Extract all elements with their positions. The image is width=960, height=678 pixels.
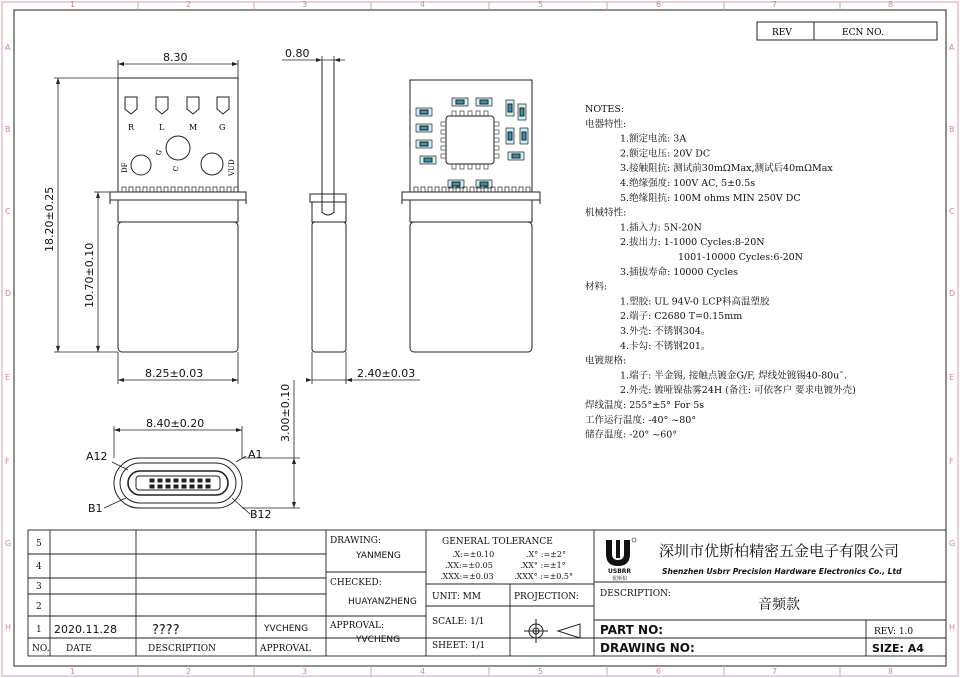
zone-letter: A [949,43,955,52]
zone-number: 1 [70,0,76,9]
zone-letter: E [5,373,11,382]
label-r: R [128,123,135,132]
contact-pin [182,485,186,488]
dim-side-thickness: 0.80 [285,47,310,60]
label-g: G [219,123,226,132]
tooth [428,187,432,192]
zone-letter: C [5,207,11,216]
tooth [157,187,161,192]
ecn-header: ECN NO. [842,28,884,38]
contact-pin [174,485,178,488]
zone-number: 5 [538,667,544,676]
dim-shell-width: 8.25±0.03 [145,367,204,380]
tooth [199,187,203,192]
end-view [114,458,242,508]
smd-body [508,132,512,140]
drawing-value: YANMENG [356,551,401,561]
zone-letter: F [5,457,10,466]
logo-sub: 优斯柏 [612,576,628,582]
dim-top-width: 8.30 [163,51,188,64]
zone-letter: E [949,373,955,382]
rev-value: REV: 1.0 [874,627,914,637]
ic-pin [484,111,488,116]
sheet: SHEET: 1/1 [432,641,486,651]
note-line: 2.端子: C2680 T=0.15mm [620,311,743,323]
pad-g [217,97,229,114]
tooth [178,187,182,192]
tol-xx: .XX:=±0.05 [445,561,493,570]
zone-number: 6 [656,667,662,676]
contact-pin [190,479,194,482]
front-flange [110,192,246,200]
note-line: 1.端子: 半金锡, 接触点镀金G/F, 焊线处镀锡40-80u˜. [620,370,848,382]
company-cn: 深圳市优斯柏精密五金电子有限公司 [659,542,900,560]
front-view [110,78,246,352]
tol-axxx: .XXX° :=±0.5° [514,572,573,581]
label-vcc: VUD [228,159,236,176]
contact-pin [206,479,210,482]
ic-pin [494,130,499,134]
tooth [171,187,175,192]
zone-number: 3 [302,0,308,9]
pad-m [187,97,199,114]
zone-number: 8 [888,667,894,676]
note-line: 1.额定电流: 3A [620,133,687,145]
back-teeth [414,187,530,192]
ic-pin [452,111,456,116]
note-line: 4.卡勾: 不锈钢201。 [620,340,711,352]
note-line: 储存温度: -20° ~60° [585,429,678,441]
tol-x: .X:=±0.10 [452,550,495,559]
zone-number: 2 [186,667,192,676]
contact-pin [158,479,162,482]
note-line: 2.外壳: 镀哑镍盐雾24H (备注: 可依客户 要求电镀外壳) [620,385,856,397]
zone-number: 4 [420,667,426,676]
note-line: 1001-10000 Cycles:6-20N [678,252,803,263]
note-line: 工作运行温度: -40° ~80° [585,414,697,426]
zone-number: 1 [70,667,76,676]
zone-number: 7 [772,667,778,676]
tooth [220,187,224,192]
tooth [526,187,530,192]
zone-letter: G [949,539,956,548]
pad-c [166,136,190,160]
tooth [129,187,133,192]
note-line: 机械特性: [585,207,627,219]
dimension-arrows [56,58,352,508]
contact-pin [198,485,202,488]
contact-pin [206,485,210,488]
ic-pin [468,164,472,169]
ic-pin [484,164,488,169]
projection-symbol [524,619,580,643]
drawing-no: DRAWING NO: [600,641,695,655]
pad-l [156,97,168,114]
zone-number: 6 [656,0,662,9]
front-shell [118,222,238,352]
label-c: C [171,164,181,173]
zone-number: 2 [186,0,192,9]
note-line: 电器特性: [585,118,627,130]
note-line: 3.接触阻抗: 测试前30mΩMax,测试后40mΩMax [620,163,833,175]
pin-b1: B1 [88,502,103,515]
tooth [414,187,418,192]
zone-letter: C [949,207,955,216]
note-line: 电镀规格: [585,355,627,367]
note-line: 3.插拔寿命: 10000 Cycles [620,266,739,278]
col-description: DESCRIPTION [148,644,217,654]
ic-pin [441,122,446,126]
side-view [310,62,346,352]
end-pins [150,479,210,488]
contact-pin [190,485,194,488]
front-collar [118,200,238,222]
ic-pin [460,111,464,116]
tooth [192,187,196,192]
side-collar [312,202,346,222]
approval-value: YVCHENG [264,624,309,634]
zone-letter: B [949,125,955,134]
ic-pin [494,154,499,158]
rev-row-1: 1 [36,625,42,635]
zone-letter: B [5,125,11,134]
zone-number: 5 [538,0,544,9]
label-df: DF [121,162,129,173]
note-line: 焊线温度: 255°±5° For 5s [585,400,705,411]
note-line: 材料: [585,281,608,293]
unit: UNIT: MM [432,592,482,602]
label-g2: G [154,148,164,157]
contact-pin [158,485,162,488]
tooth [227,187,231,192]
ic-pin [476,164,480,169]
contact-pin [166,479,170,482]
pin-a12: A12 [86,450,108,463]
smd-body [522,132,526,140]
zone-letter: D [949,289,956,298]
tooth [185,187,189,192]
smd-body [420,110,428,114]
dim-end-width: 8.40±0.20 [146,417,205,430]
description-value: ???? [152,623,180,638]
ic-pin [468,111,472,116]
ic-pin [441,146,446,150]
zone-number: 3 [302,667,308,676]
rev-row-3: 3 [36,582,42,592]
rev-header: REV [772,28,792,38]
smd-body [420,142,428,146]
tooth [213,187,217,192]
tooth [206,187,210,192]
ic-pin [494,122,499,126]
smd-body [520,108,524,116]
company-en: Shenzhen Usbrr Precision Hardware Electronics Co., Ltd [662,567,902,576]
notes-block [585,104,856,441]
col-date: DATE [66,644,92,654]
col-approval: APPROVAL [260,644,311,654]
note-line: 1.插入力: 5N-20N [620,222,702,234]
contact-pin [198,479,202,482]
rev-row-2: 2 [36,602,42,612]
projection: PROJECTION: [514,592,579,602]
revision-table [757,22,937,40]
zone-number: 4 [420,0,426,9]
zone-number: 8 [888,0,894,9]
description-label: DESCRIPTION: [600,589,671,599]
tooth [136,187,140,192]
pin-a1: A1 [248,448,263,461]
dim-side-width: 2.40±0.03 [357,367,416,380]
tooth [150,187,154,192]
label-m: M [189,123,198,132]
approval-label: APPROVAL: [330,621,385,631]
tol-axx: .XX° :=±1° [520,561,566,570]
side-pcb [322,62,334,200]
ic-pin [494,138,499,142]
pcb-outline [118,78,238,192]
tooth [435,187,439,192]
ic-pin [460,164,464,169]
tooth [421,187,425,192]
contact-pin [174,479,178,482]
rev-row-4: 4 [36,562,42,572]
dim-total-height: 18.20±0.25 [43,186,56,252]
zone-letter: H [949,623,956,632]
checked-label: CHECKED: [330,578,382,588]
dimension-lines [54,56,420,514]
size-value: SIZE: A4 [872,642,924,655]
tooth [122,187,126,192]
company-logo [606,538,636,566]
back-view [402,80,540,352]
zone-letter: D [5,289,12,298]
tol-xxx: .XXX:=±0.03 [440,572,494,581]
ic-pin [441,130,446,134]
contact-pin [150,485,154,488]
tooth [442,187,446,192]
zone-number: 7 [772,0,778,9]
dim-end-height: 3.00±0.10 [279,383,292,442]
smd-body [480,100,488,104]
smd-body [480,182,488,186]
ic-pin [441,154,446,158]
label-l: L [159,123,165,132]
front-teeth [122,187,238,192]
pin-b12: B12 [250,508,272,521]
contact-pin [150,479,154,482]
rev-row-5: 5 [36,539,42,549]
note-line: 2.拔出力: 1-1000 Cycles:8-20N [620,237,765,249]
date-value: 2020.11.28 [54,623,117,636]
drawing-label: DRAWING: [330,536,382,546]
dim-shell-height: 10.70±0.10 [83,242,96,308]
note-line: NOTES: [585,104,625,115]
back-shell [410,222,532,352]
part-no: PART NO: [600,623,664,637]
ic-pins [441,111,499,169]
ic-pin [476,111,480,116]
smd-body [452,182,460,186]
side-shell [312,222,346,352]
tooth [505,187,509,192]
tooth [234,187,238,192]
ic-chip [446,116,494,164]
tooth [498,187,502,192]
contact-pin [166,485,170,488]
zone-letter: G [5,539,12,548]
tol-ax: .X° :=±2° [526,550,566,559]
checked-value: HUAYANZHENG [348,597,417,607]
scale: SCALE: 1/1 [432,617,485,627]
logo-text: USBRR [608,568,632,575]
note-line: 2.额定电压: 20V DC [620,148,711,160]
contact-pin [182,479,186,482]
pad-r [125,97,137,114]
note-line: 1.塑胶: UL 94V-0 LCP料高温塑胶 [620,296,770,308]
col-no: NO. [32,644,50,654]
tolerance-title: GENERAL TOLERANCE [442,537,553,547]
description-cn: 音频款 [758,597,800,613]
zone-letter: H [5,623,12,632]
tooth [470,187,474,192]
tooth [164,187,168,192]
pad-vcc [201,153,223,175]
note-line: 3.外壳: 不锈钢304。 [620,326,711,337]
ic-pin [494,146,499,150]
zone-letter: F [949,457,954,466]
smd-body [420,126,428,130]
smd-body [424,158,432,162]
approval-name: YVCHENG [356,635,401,645]
smd-body [512,154,520,158]
pad-df [131,155,151,175]
ic-pin [452,164,456,169]
note-line: 4.绝缘强度: 100V AC, 5±0.5s [620,178,756,189]
tooth [143,187,147,192]
smd-body [508,104,512,112]
tooth [512,187,516,192]
ic-pin [441,138,446,142]
dimension-texts [43,47,415,521]
tooth [519,187,523,192]
smd-body [456,100,464,104]
zone-letter: A [5,43,11,52]
note-line: 5.绝缘阻抗: 100M ohms MIN 250V DC [620,192,801,204]
